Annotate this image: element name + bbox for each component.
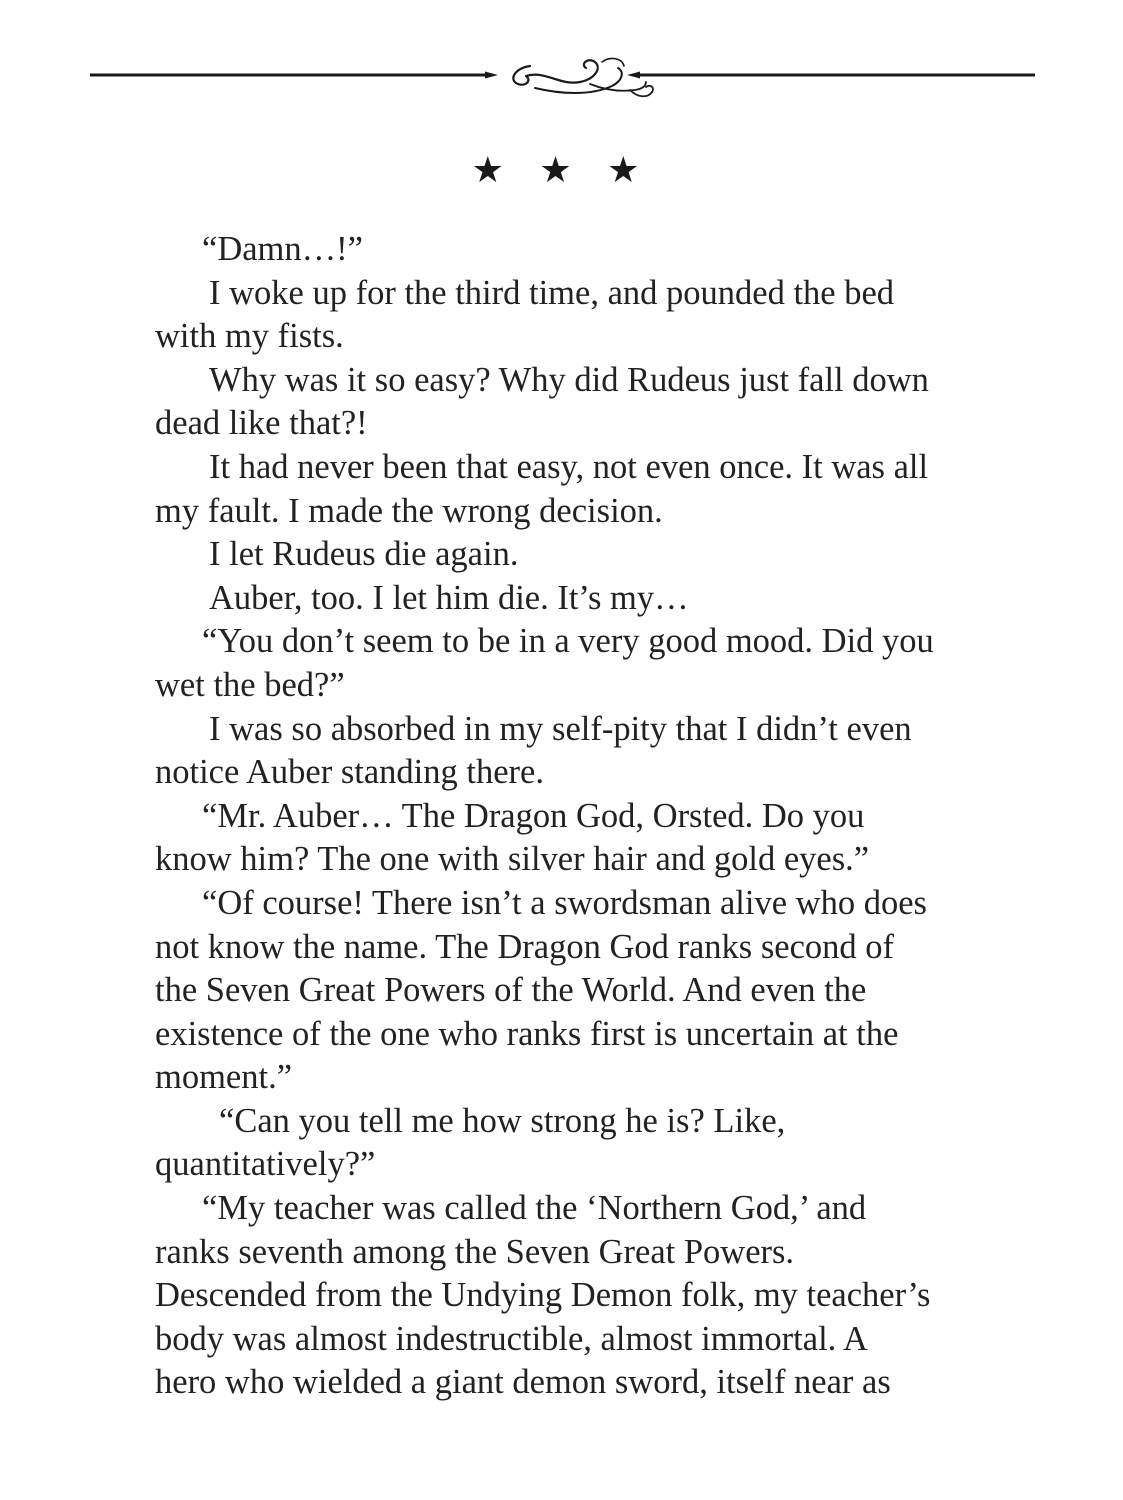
text-line: ranks seventh among the Seven Great Powers. [155,1232,795,1271]
text-line: “Can you tell me how strong he is? Like, [219,1101,786,1140]
swirl-flourish-icon [90,46,1035,106]
text-line: existence of the one who ranks first is uncertain at the [155,1014,899,1053]
text-line: I was so absorbed in my self-pity that I didn’t even [209,709,912,748]
text-line: wet the bed?” [155,665,345,704]
text-line: notice Auber standing there. [155,753,544,792]
text-line: I let Rudeus die again. [209,535,519,574]
text-line: moment.” [155,1058,293,1097]
text-line: body was almost indestructible, almost immortal. A [155,1319,868,1358]
scene-break-stars: ★ ★ ★ [471,150,652,191]
text-line: the Seven Great Powers of the World. And even the [155,971,867,1010]
text-line: I woke up for the third time, and pounded the bed [209,273,895,312]
divider-taper-right [627,72,640,79]
text-line: “Mr. Auber… The Dragon God, Orsted. Do you [202,796,865,835]
text-line: “You don’t seem to be in a very good mood. Did you [202,622,934,661]
text-line: “Damn…!” [202,230,363,268]
text-line: Why was it so easy? Why did Rudeus just fall down [209,360,929,399]
text-line: my fault. I made the wrong decision. [155,491,663,530]
page-body-text [155,228,1005,1405]
divider-taper-left [485,72,498,79]
text-line: “My teacher was called the ‘Northern God,’ and [202,1189,867,1228]
text-line: Descended from the Undying Demon folk, my teacher’s [155,1276,931,1315]
text-line: with my fists. [155,317,344,356]
text-line: Auber, too. I let him die. It’s my… [209,578,689,617]
text-line: It had never been that easy, not even once. It was all [209,447,929,486]
text-line: know him? The one with silver hair and gold eyes.” [155,840,870,879]
flourish [513,59,653,97]
text-line: not know the name. The Dragon God ranks second of [155,927,895,966]
text-line: “Of course! There isn’t a swordsman alive who does [202,883,927,922]
text-line: quantitatively?” [155,1145,376,1184]
text-line: dead like that?! [155,404,368,443]
text-line: hero who wielded a giant demon sword, itself near as [155,1363,891,1402]
